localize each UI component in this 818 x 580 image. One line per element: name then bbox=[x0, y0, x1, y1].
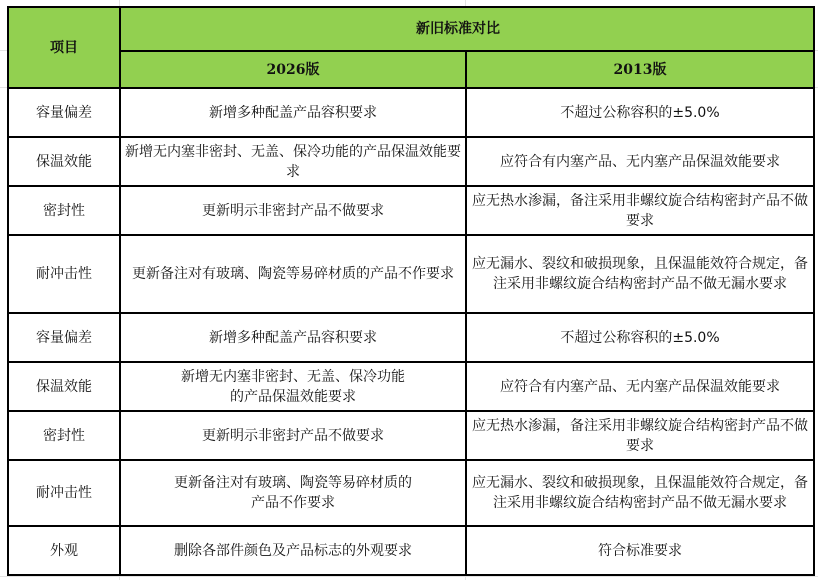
cell-2013[interactable]: 应无漏水、裂纹和破损现象，且保温能效符合规定，备注采用非螺纹旋合结构密封产品不做无漏水要求 bbox=[466, 460, 814, 526]
cell-2026[interactable]: 新增无内塞非密封、无盖、保冷功能的产品保温效能要求 bbox=[120, 362, 466, 411]
cell-item[interactable]: 密封性 bbox=[8, 186, 120, 235]
cell-2013[interactable]: 不超过公称容积的±5.0% bbox=[466, 88, 814, 137]
table-row bbox=[8, 235, 814, 313]
cell-item[interactable]: 容量偏差 bbox=[8, 88, 120, 137]
table-row bbox=[8, 88, 814, 137]
cell-item[interactable]: 密封性 bbox=[8, 411, 120, 460]
cell-2013[interactable]: 应符合有内塞产品、无内塞产品保温效能要求 bbox=[466, 362, 814, 411]
cell-item[interactable]: 耐冲击性 bbox=[8, 235, 120, 313]
cell-2013[interactable]: 应无漏水、裂纹和破损现象，且保温能效符合规定，备注采用非螺纹旋合结构密封产品不做无漏水要求 bbox=[466, 235, 814, 313]
cell-2013[interactable]: 应无热水渗漏，备注采用非螺纹旋合结构密封产品不做要求 bbox=[466, 411, 814, 460]
cell-2026[interactable]: 更新明示非密封产品不做要求 bbox=[120, 411, 466, 460]
table-row bbox=[8, 362, 814, 411]
cell-item[interactable]: 保温效能 bbox=[8, 137, 120, 186]
header-item[interactable]: 项目 bbox=[8, 7, 120, 88]
cell-2026[interactable]: 更新明示非密封产品不做要求 bbox=[120, 186, 466, 235]
cell-item[interactable]: 保温效能 bbox=[8, 362, 120, 411]
cell-2026[interactable]: 删除各部件颜色及产品标志的外观要求 bbox=[120, 526, 466, 575]
header-2013-version[interactable]: 2013版 bbox=[466, 51, 814, 88]
table-row bbox=[8, 411, 814, 460]
cell-2013[interactable]: 应无热水渗漏，备注采用非螺纹旋合结构密封产品不做要求 bbox=[466, 186, 814, 235]
standard-comparison-table bbox=[7, 6, 815, 576]
grid-line bbox=[0, 576, 818, 577]
table-row bbox=[8, 186, 814, 235]
cell-2013[interactable]: 不超过公称容积的±5.0% bbox=[466, 313, 814, 362]
cell-2026[interactable]: 新增无内塞非密封、无盖、保冷功能的产品保温效能要求 bbox=[120, 137, 466, 186]
cell-item[interactable]: 外观 bbox=[8, 526, 120, 575]
table-row bbox=[8, 526, 814, 575]
header-2026-version[interactable]: 2026版 bbox=[120, 51, 466, 88]
cell-2026[interactable]: 更新备注对有玻璃、陶瓷等易碎材质的产品不作要求 bbox=[120, 235, 466, 313]
cell-2026[interactable]: 新增多种配盖产品容积要求 bbox=[120, 313, 466, 362]
table-row bbox=[8, 460, 814, 526]
header-comparison-title[interactable]: 新旧标准对比 bbox=[120, 7, 814, 51]
table-row bbox=[8, 313, 814, 362]
cell-item[interactable]: 容量偏差 bbox=[8, 313, 120, 362]
cell-2013[interactable]: 应符合有内塞产品、无内塞产品保温效能要求 bbox=[466, 137, 814, 186]
cell-2013[interactable]: 符合标准要求 bbox=[466, 526, 814, 575]
cell-item[interactable]: 耐冲击性 bbox=[8, 460, 120, 526]
cell-2026[interactable]: 新增多种配盖产品容积要求 bbox=[120, 88, 466, 137]
table-row bbox=[8, 137, 814, 186]
cell-2026[interactable]: 更新备注对有玻璃、陶瓷等易碎材质的产品不作要求 bbox=[120, 460, 466, 526]
